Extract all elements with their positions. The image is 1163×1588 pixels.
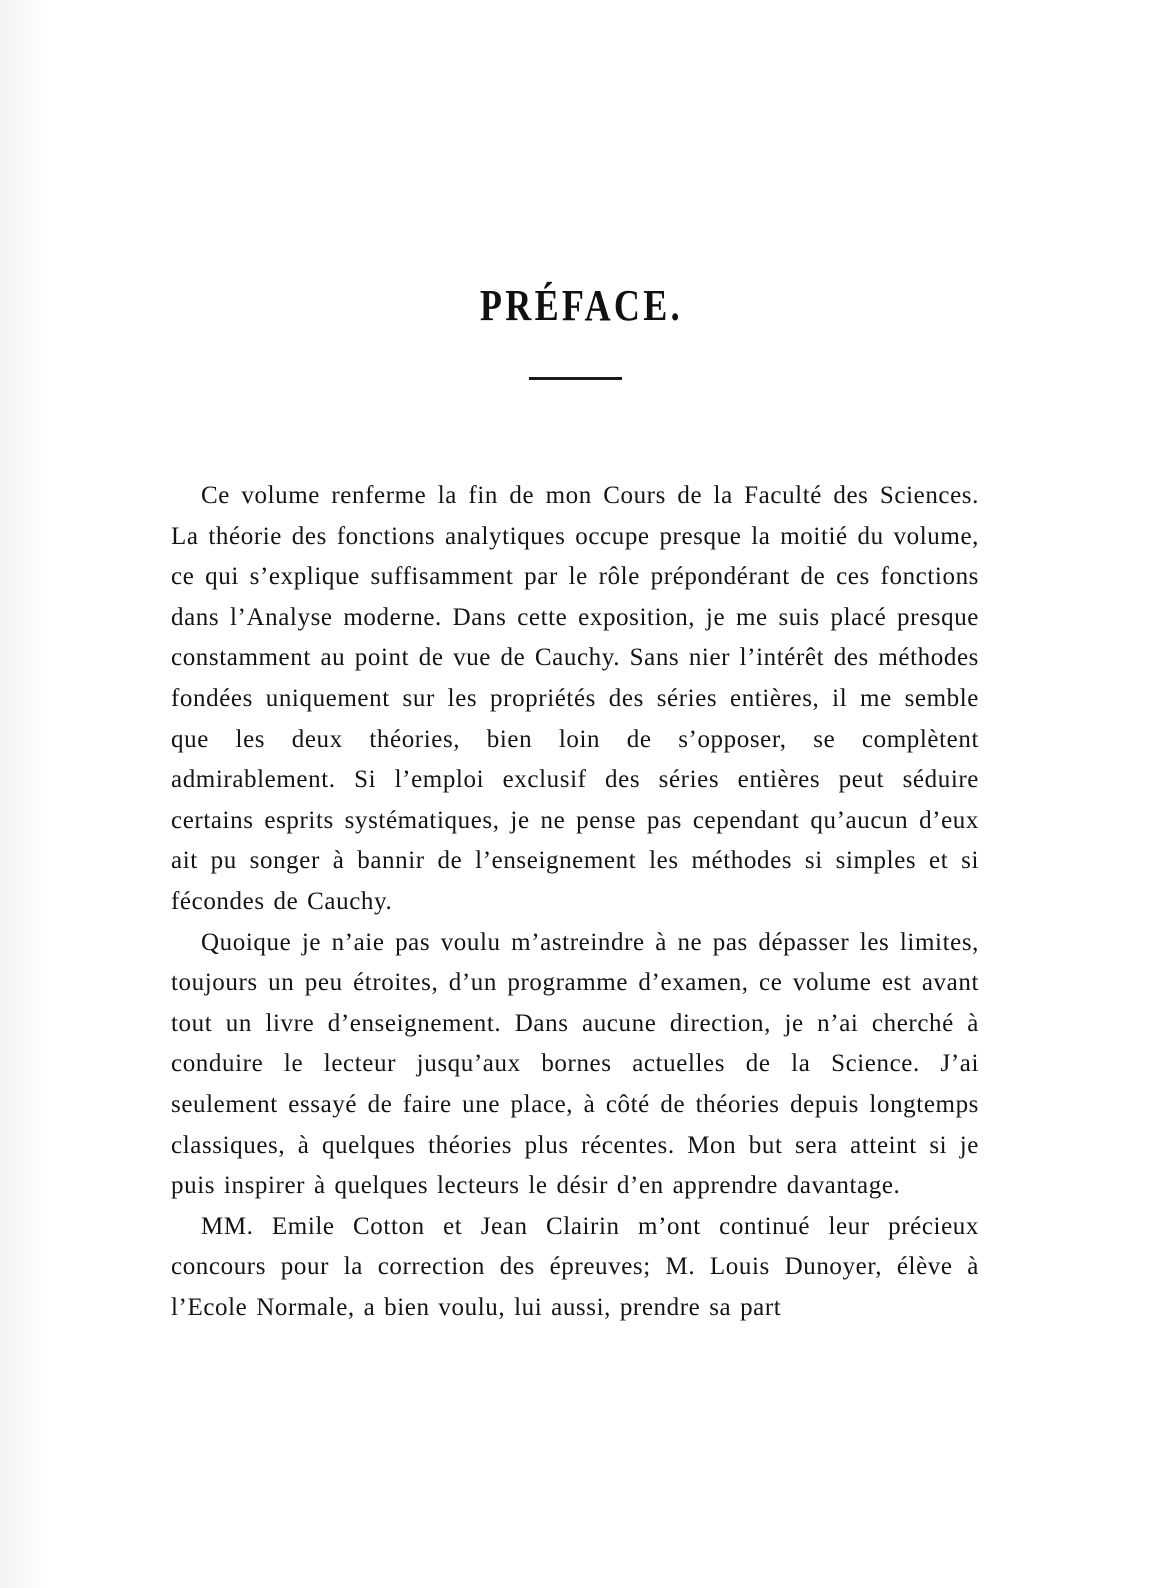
title-rule <box>529 377 622 380</box>
page-edge-shadow <box>0 0 46 1588</box>
page-title: PRÉFACE. <box>479 281 683 330</box>
paragraph-1: Ce volume renferme la fin de mon Cours de la Faculté des Sciences. La théorie des fonctions analytiques occupe presque la moitié du volume, ce qui s’explique suffisamment par le rôle prépondérant de ces fonctions dans l’Analyse moderne. Dans cette exposition, je me suis placé presque constamment au point de vue de Cauchy. Sans nier l’intérêt des méthodes fondées uniquement sur les propriétés des séries entières, il me semble que les deux théories, bien loin de s’opposer, se complètent admirablement. Si l’emploi exclusif des séries entières peut séduire certains esprits systématiques, je ne pense pas cependant qu’aucun d’eux ait pu songer à bannir de l’enseignement les méthodes si simples et si fécondes de Cauchy. <box>171 482 979 915</box>
paragraph-2: Quoique je n’aie pas voulu m’astreindre à ne pas dépasser les limites, toujours un peu étroites, d’un programme d’examen, ce volume est avant tout un livre d’enseignement. Dans aucune direction, je n’ai cherché à conduire le lecteur jusqu’aux bornes actuelles de la Science. J’ai seulement essayé de faire une place, à côté de théories depuis longtemps classiques, à quelques théories plus récentes. Mon but sera atteint si je puis inspirer à quelques lecteurs le désir d’en apprendre davantage. <box>171 928 979 1200</box>
paragraph-3: MM. Emile Cotton et Jean Clairin m’ont continué leur précieux concours pour la correction des épreuves; M. Louis Dunoyer, élève à l’Ecole Normale, a bien voulu, lui aussi, prendre sa part <box>171 1212 979 1321</box>
preface-body <box>171 476 979 1328</box>
